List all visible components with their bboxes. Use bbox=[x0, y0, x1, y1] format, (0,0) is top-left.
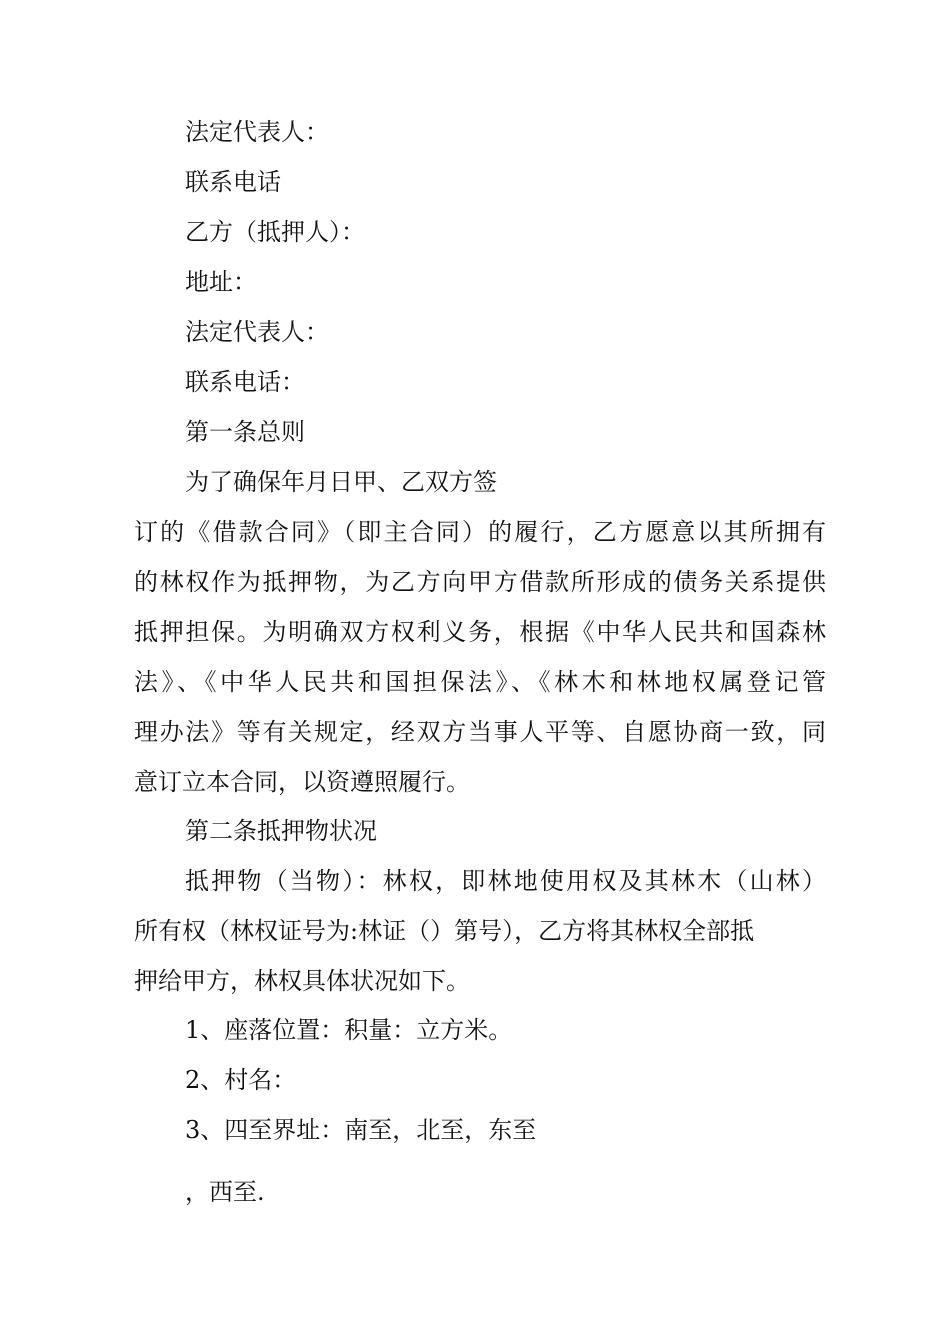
address-label: 地址： bbox=[185, 268, 257, 296]
legal-rep-label-a: 法定代表人： bbox=[185, 118, 329, 146]
article1-title: 第一条总则 bbox=[185, 418, 305, 446]
phone-label-b: 联系电话： bbox=[185, 368, 305, 396]
article1-line: 抵押担保。为明确双方权利义务，根据《中华人民共和国森林 bbox=[134, 618, 826, 646]
article1-line: 理办法》等有关规定，经双方当事人平等、自愿协商一致，同 bbox=[134, 718, 826, 746]
article2-lead: 抵押物（当物）：林权，即林地使用权及其林木（山林） bbox=[185, 867, 826, 895]
article1-line: 订的《借款合同》（即主合同）的履行，乙方愿意以其所拥有 bbox=[134, 518, 826, 546]
article1-lead: 为了确保年月日甲、乙双方签 bbox=[185, 468, 497, 496]
article1-paragraph bbox=[134, 516, 826, 798]
article1-line: 的林权作为抵押物，为乙方向甲方借款所形成的债务关系提供 bbox=[134, 568, 826, 596]
item-village: 2、村名： bbox=[185, 1066, 297, 1094]
article2-paragraph bbox=[134, 865, 826, 997]
article1-line: 意订立本合同，以资遵照履行。 bbox=[134, 768, 470, 796]
item-location: 1、座落位置：积量：立方米。 bbox=[185, 1016, 513, 1044]
phone-label-a: 联系电话 bbox=[185, 168, 281, 196]
item-boundaries-west: ，西至. bbox=[185, 1178, 265, 1206]
article1-line: 法》、《中华人民共和国担保法》、《林木和林地权属登记管 bbox=[134, 668, 826, 696]
party-b-label: 乙方（抵押人）： bbox=[185, 218, 365, 246]
article2-line: 押给甲方，林权具体状况如下。 bbox=[134, 967, 470, 995]
legal-rep-label-b: 法定代表人： bbox=[185, 318, 329, 346]
article2-line: 所有权（林权证号为:林证（）第号），乙方将其林权全部抵 bbox=[134, 917, 755, 945]
article2-title: 第二条抵押物状况 bbox=[185, 817, 377, 845]
item-boundaries: 3、四至界址：南至，北至，东至 bbox=[185, 1116, 537, 1144]
